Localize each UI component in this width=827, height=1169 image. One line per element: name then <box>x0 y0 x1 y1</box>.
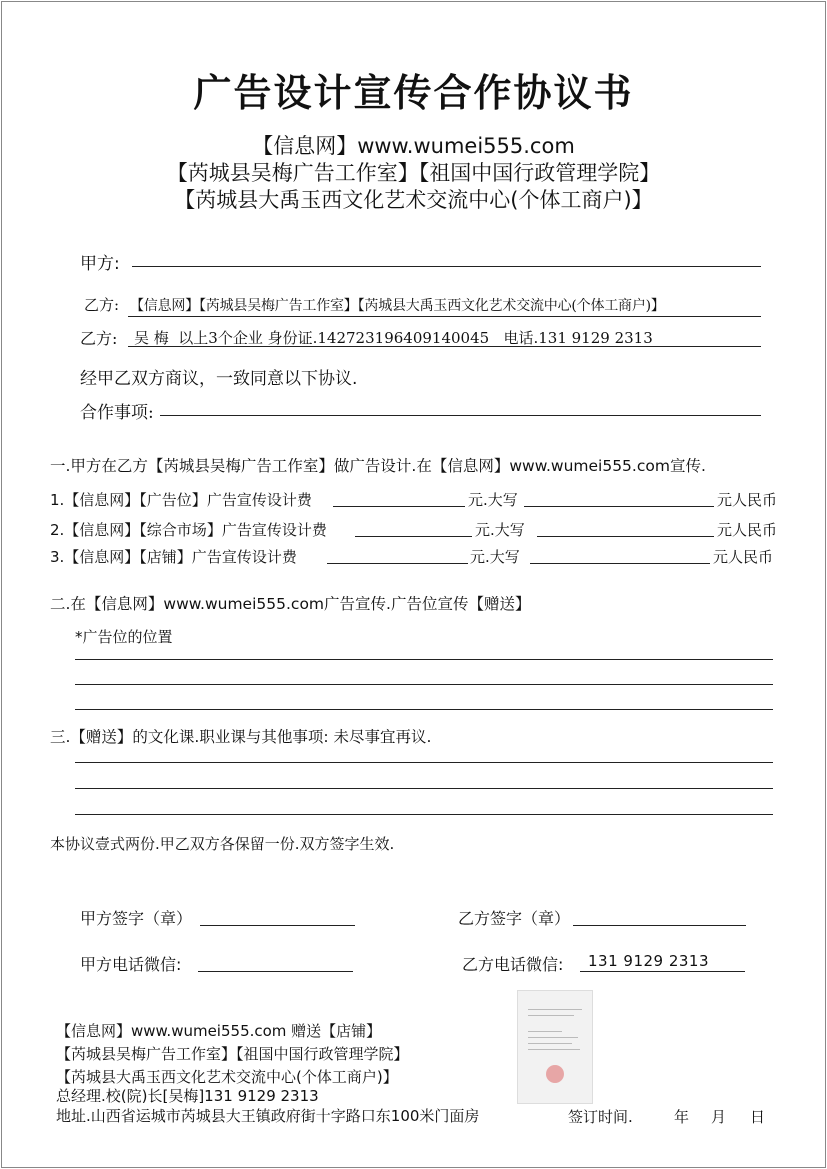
section2-line <box>75 684 773 685</box>
header-line-center: 【芮城县大禹玉西文化艺术交流中心(个体工商户)】 <box>174 188 653 212</box>
fee-yuan-label: 元.大写 <box>470 548 520 566</box>
party-a-signature-line <box>200 925 355 926</box>
section3-heading: 三.【赠送】的文化课.职业课与其他事项: 未尽事宜再议. <box>50 728 432 746</box>
month-label: 月 <box>711 1108 727 1126</box>
fee-amount-line <box>327 563 468 564</box>
agreement-intro: 经甲乙双方商议，一致同意以下协议. <box>80 369 358 389</box>
party-b-line-2 <box>128 346 761 347</box>
section2-line <box>75 659 773 660</box>
footer-line: 【信息网】www.wumei555.com 赠送【店铺】 <box>56 1022 382 1040</box>
party-b-phone-label: 乙方电话微信: <box>462 955 564 974</box>
party-b-line-1 <box>128 316 761 317</box>
section1-heading: 一.甲方在乙方【芮城县吴梅广告工作室】做广告设计.在【信息网】www.wumei555.com宣传. <box>50 457 706 475</box>
party-a-signature-label: 甲方签字（章） <box>80 909 193 928</box>
document-title: 广告设计宣传合作协议书 <box>193 71 634 115</box>
section2-line <box>75 709 773 710</box>
party-a-phone-line <box>198 971 353 972</box>
certificate-thumbnail <box>517 990 593 1104</box>
header-line-website: 【信息网】www.wumei555.com <box>252 134 575 158</box>
section2-subheading: *广告位的位置 <box>75 628 173 646</box>
footer-line: 【芮城县大禹玉西文化艺术交流中心(个体工商户)】 <box>56 1068 398 1086</box>
red-seal-icon <box>546 1065 564 1083</box>
fee-amount-line <box>333 506 465 507</box>
footer-address: 地址.山西省运城市芮城县大王镇政府街十字路口东100米门面房 <box>56 1107 480 1125</box>
party-b-value-2: 吴 梅 以上3个企业 身份证.142723196409140045 电话.131 9129 2313 <box>134 329 653 347</box>
sign-time-label: 签订时间. <box>568 1108 633 1126</box>
party-b-label-1: 乙方: <box>84 296 120 314</box>
footer-line: 【芮城县吴梅广告工作室】【祖国中国行政管理学院】 <box>56 1045 409 1063</box>
fee-capital-line <box>530 563 710 564</box>
fee-rmb-label: 元人民币 <box>717 521 778 539</box>
footer-line: 总经理.校(院)长[吴梅]131 9129 2313 <box>56 1087 319 1105</box>
fee-capital-line <box>524 506 714 507</box>
section2-heading: 二.在【信息网】www.wumei555.com广告宣传.广告位宣传【赠送】 <box>50 595 531 613</box>
fee-rmb-label: 元人民币 <box>713 548 774 566</box>
party-b-label-2: 乙方: <box>80 329 118 348</box>
year-label: 年 <box>674 1108 690 1126</box>
fee-yuan-label: 元.大写 <box>475 521 525 539</box>
party-b-signature-label: 乙方签字（章） <box>458 909 571 928</box>
closing-statement: 本协议壹式两份.甲乙双方各保留一份.双方签字生效. <box>50 835 395 853</box>
fee-item-label: 3.【信息网】【店铺】广告宣传设计费 <box>50 548 297 566</box>
party-a-label: 甲方: <box>80 254 120 274</box>
section3-line <box>75 788 773 789</box>
fee-yuan-label: 元.大写 <box>468 491 518 509</box>
party-a-phone-label: 甲方电话微信: <box>80 955 182 974</box>
party-b-signature-line <box>573 925 746 926</box>
party-a-line <box>132 266 761 267</box>
party-b-phone-line <box>580 971 745 972</box>
day-label: 日 <box>750 1108 766 1126</box>
section3-line <box>75 762 773 763</box>
header-line-studio: 【芮城县吴梅广告工作室】【祖国中国行政管理学院】 <box>166 161 661 185</box>
fee-capital-line <box>537 536 714 537</box>
matters-line <box>160 415 761 416</box>
fee-amount-line <box>355 536 472 537</box>
party-b-value-1: 【信息网】【芮城县吴梅广告工作室】【芮城县大禹玉西文化艺术交流中心(个体工商户)】 <box>130 298 665 314</box>
party-b-phone-value: 131 9129 2313 <box>588 952 710 970</box>
matters-label: 合作事项: <box>80 403 154 423</box>
fee-rmb-label: 元人民币 <box>717 491 778 509</box>
section3-line <box>75 814 773 815</box>
fee-item-label: 1.【信息网】【广告位】广告宣传设计费 <box>50 491 312 509</box>
fee-item-label: 2.【信息网】【综合市场】广告宣传设计费 <box>50 521 327 539</box>
